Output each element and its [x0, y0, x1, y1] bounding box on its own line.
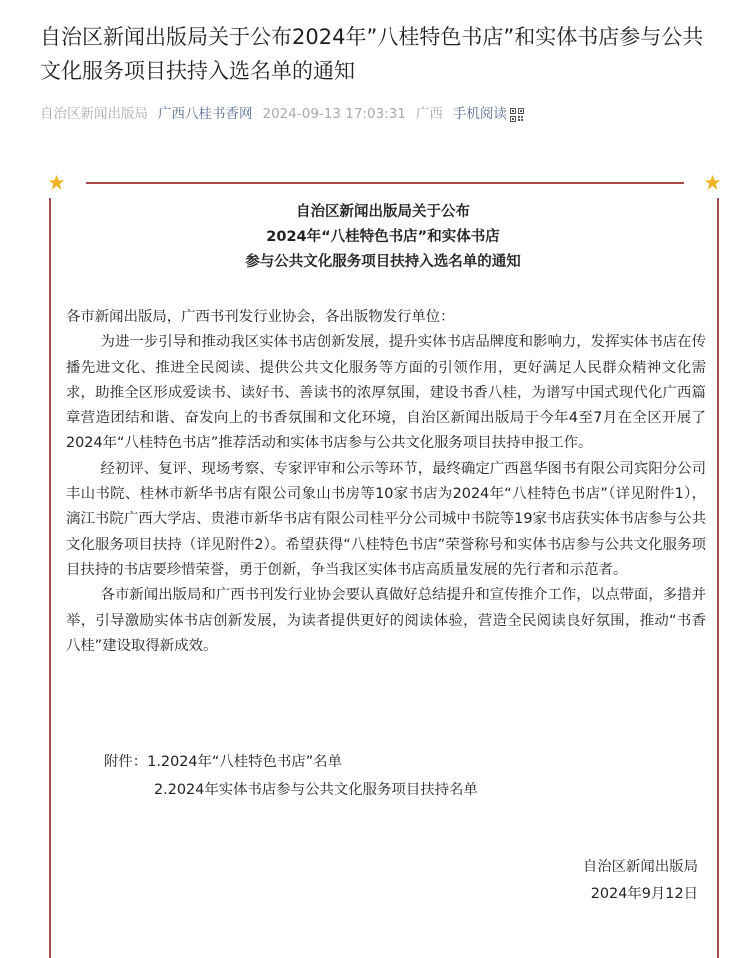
star-icon	[704, 174, 721, 191]
document-body	[66, 305, 706, 659]
signature-org: 自治区新闻出版局	[582, 859, 698, 875]
paragraph: 经初评、复评、现场考察、专家评审和公示等环节，最终确定广西邕华图书有限公司宾阳分公司丰山书院、桂林市新华书店有限公司象山书房等10家书店为2024年“八桂特色书店”（详见附件1），漓江书院广西大学店、贵港市新华书店有限公司桂平分公司城中书院等19家书店获实体书店参与公共文化服务项目扶持（详见附件2）。希望获得“八桂特色书店”荣誉称号和实体书店参与公共文化服务项目扶持的书店要珍惜荣誉，勇于创新，争当我区实体书店高质量发展的先行者和示范者。	[66, 460, 706, 578]
frame-left-border	[49, 198, 51, 958]
attachments	[104, 748, 478, 804]
article-title: 自治区新闻出版局关于公布2024年”八桂特色书店”和实体书店参与公共文化服务项目扶持入选名单的通知	[40, 25, 704, 83]
frame-right-border	[717, 198, 719, 958]
decorative-rule	[86, 182, 684, 184]
article-meta	[40, 103, 534, 125]
paragraph: 为进一步引导和推动我区实体书店创新发展，提升实体书店品牌度和影响力，发挥实体书店在传播先进文化、推进全民阅读、提供公共文化服务等方面的引领作用，更好满足人民群众精神文化需求，助推全区形成爱读书、读好书、善读书的浓厚氛围，建设书香八桂，为谱写中国式现代化广西篇章营造团结和谐、奋发向上的书香氛围和文化环境，自治区新闻出版局于今年4至7月在全区开展了2024年“八桂特色书店”推荐活动和实体书店参与公共文化服务项目扶持申报工作。	[66, 334, 706, 452]
paragraph: 各市新闻出版局和广西书刊发行业协会要认真做好总结提升和宣传推介工作，以点带面，多措并举，引导激励实体书店创新发展，为读者提供更好的阅读体验，营造全民阅读良好氛围，推动“书香八桂”建设取得新成效。	[66, 587, 706, 654]
document-title	[60, 200, 706, 275]
meta-location: 广西	[415, 106, 443, 122]
attachments-label: 附件：	[104, 754, 148, 770]
signature	[583, 854, 698, 908]
attachment-item: 1.2024年“八桂特色书店”名单	[147, 754, 342, 770]
meta-source: 自治区新闻出版局	[40, 106, 148, 122]
star-icon	[48, 174, 65, 191]
attachment-item: 2.2024年实体书店参与公共文化服务项目扶持名单	[154, 782, 478, 798]
document-title-line: 2024年“八桂特色书店”和实体书店	[266, 229, 500, 245]
meta-account-link[interactable]: 广西八桂书香网	[158, 106, 253, 122]
qr-code-icon[interactable]	[510, 107, 524, 121]
meta-datetime: 2024-09-13 17:03:31	[262, 106, 406, 122]
document-title-line: 参与公共文化服务项目扶持入选名单的通知	[245, 254, 521, 270]
salutation: 各市新闻出版局，广西书刊发行业协会，各出版物发行单位：	[66, 309, 455, 325]
signature-date: 2024年9月12日	[590, 886, 698, 902]
document-title-line: 自治区新闻出版局关于公布	[296, 204, 470, 220]
mobile-read-link[interactable]: 手机阅读	[452, 106, 507, 122]
